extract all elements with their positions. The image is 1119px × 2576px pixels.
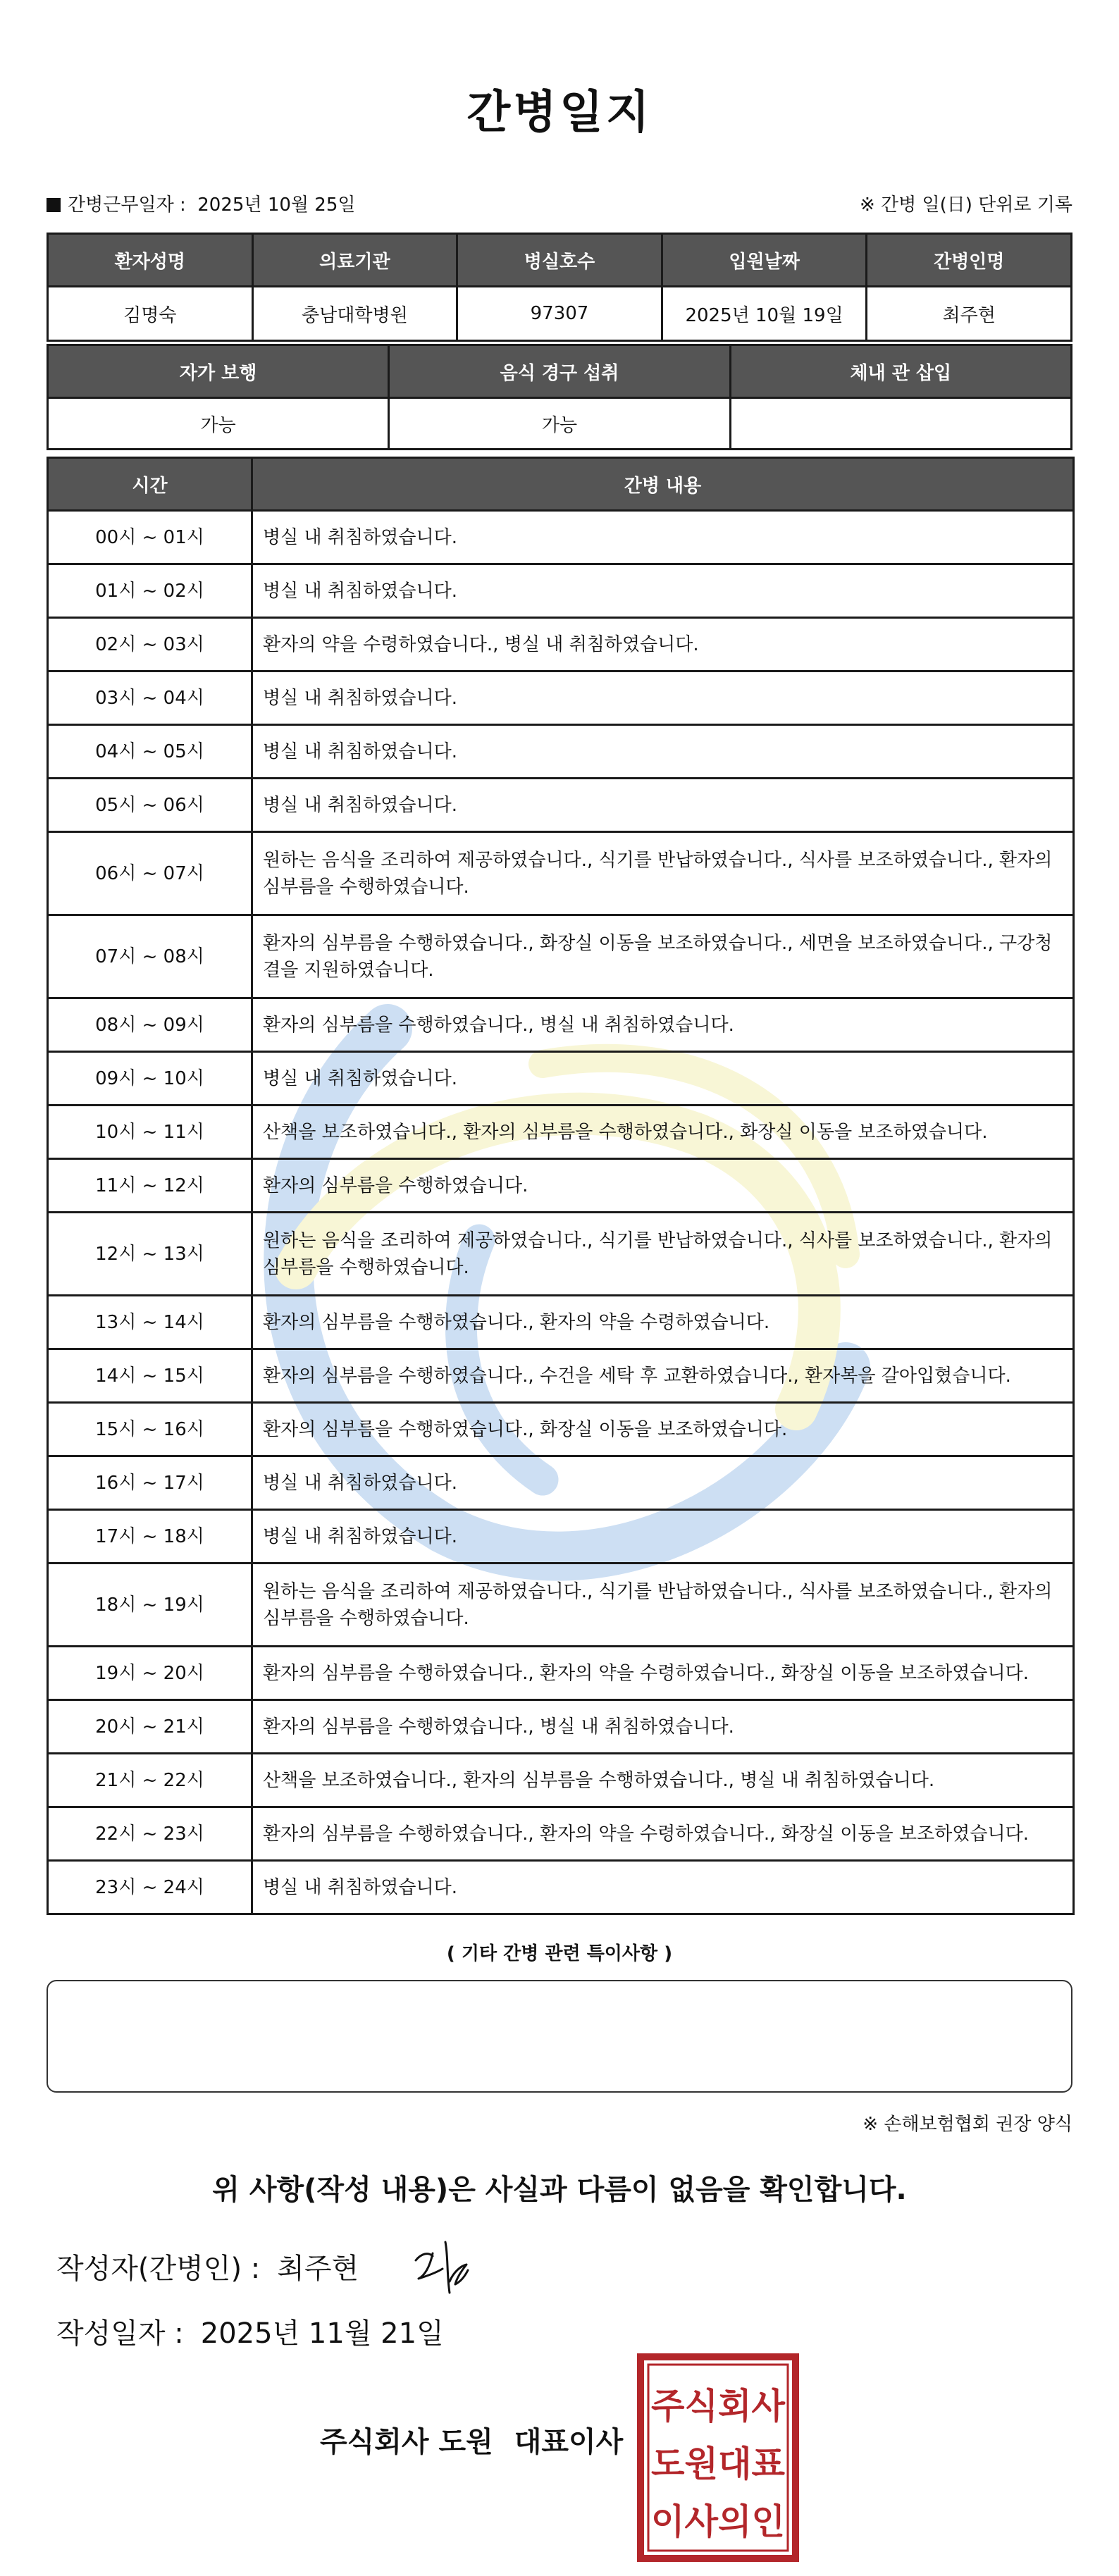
log-content: 환자의 심부름을 수행하였습니다., 환자의 약을 수령하였습니다., 화장실 이동을 보조하였습니다. xyxy=(252,1647,1074,1700)
log-content: 병실 내 취침하였습니다. xyxy=(252,779,1074,832)
log-time: 14시 ~ 15시 xyxy=(48,1349,252,1403)
representative-title: 대표이사 xyxy=(514,2426,624,2458)
log-content: 환자의 심부름을 수행하였습니다., 수건을 세탁 후 교환하였습니다., 환자복을 갈아입혔습니다. xyxy=(252,1349,1074,1403)
log-time: 07시 ~ 08시 xyxy=(48,915,252,998)
log-content: 산책을 보조하였습니다., 환자의 심부름을 수행하였습니다., 화장실 이동을 보조하였습니다. xyxy=(252,1106,1074,1159)
patient-info-table xyxy=(47,233,1072,342)
patient-ability-table xyxy=(47,344,1072,450)
log-content: 환자의 심부름을 수행하였습니다., 화장실 이동을 보조하였습니다., 세면을 보조하였습니다., 구강청결을 지원하였습니다. xyxy=(252,915,1074,998)
log-time: 17시 ~ 18시 xyxy=(48,1510,252,1563)
log-content: 병실 내 취침하였습니다. xyxy=(252,511,1074,564)
log-time: 02시 ~ 03시 xyxy=(48,618,252,671)
company-name: 주식회사 도원 xyxy=(320,2426,493,2458)
work-date-label: 간병근무일자 : xyxy=(68,194,186,216)
log-time: 23시 ~ 24시 xyxy=(48,1861,252,1914)
seal-line-3: 이사의인 xyxy=(651,2501,785,2542)
header-time: 시간 xyxy=(48,458,252,511)
remarks-title: ( 기타 간병 관련 특이사항 ) xyxy=(446,1943,673,1964)
log-time: 01시 ~ 02시 xyxy=(48,564,252,618)
company-seal xyxy=(637,2353,799,2562)
log-content: 환자의 심부름을 수행하였습니다., 병실 내 취침하였습니다. xyxy=(252,1700,1074,1754)
seal-line-1: 주식회사 xyxy=(651,2386,786,2427)
log-content: 환자의 심부름을 수행하였습니다., 환자의 약을 수령하였습니다. xyxy=(252,1296,1074,1349)
work-date-value: 2025년 10월 25일 xyxy=(197,194,356,216)
header-patient-name: 환자성명 xyxy=(48,234,253,287)
write-date-value: 2025년 11월 21일 xyxy=(200,2317,444,2350)
black-square-icon xyxy=(47,198,61,212)
log-content: 병실 내 취침하였습니다. xyxy=(252,1052,1074,1106)
header-hospital: 의료기관 xyxy=(252,234,457,287)
log-content: 병실 내 취침하였습니다. xyxy=(252,1861,1074,1914)
log-content: 병실 내 취침하였습니다. xyxy=(252,564,1074,618)
log-time: 08시 ~ 09시 xyxy=(48,998,252,1052)
log-content: 환자의 심부름을 수행하였습니다., 환자의 약을 수령하였습니다., 화장실 이동을 보조하였습니다. xyxy=(252,1807,1074,1861)
log-content: 원하는 음식을 조리하여 제공하였습니다., 식기를 반납하였습니다., 식사를 보조하였습니다., 환자의 심부름을 수행하였습니다. xyxy=(252,1563,1074,1647)
header-caregiver-name: 간병인명 xyxy=(867,234,1072,287)
log-time: 18시 ~ 19시 xyxy=(48,1563,252,1647)
self-walking-value: 가능 xyxy=(48,398,389,450)
log-content: 원하는 음식을 조리하여 제공하였습니다., 식기를 반납하였습니다., 식사를 보조하였습니다., 환자의 심부름을 수행하였습니다. xyxy=(252,1213,1074,1296)
log-content: 환자의 심부름을 수행하였습니다., 병실 내 취침하였습니다. xyxy=(252,998,1074,1052)
author-name: 최주현 xyxy=(277,2253,359,2285)
caregiver-name: 최주현 xyxy=(867,287,1072,341)
log-content: 환자의 약을 수령하였습니다., 병실 내 취침하였습니다. xyxy=(252,618,1074,671)
log-time: 05시 ~ 06시 xyxy=(48,779,252,832)
form-note: ※ 손해보험협회 권장 양식 xyxy=(863,2114,1072,2135)
tube-insertion-value xyxy=(730,398,1071,450)
log-time: 21시 ~ 22시 xyxy=(48,1754,252,1807)
care-log-table xyxy=(47,457,1075,1915)
log-time: 13시 ~ 14시 xyxy=(48,1296,252,1349)
patient-name: 김명숙 xyxy=(48,287,253,341)
header-tube-insertion: 체내 관 삽입 xyxy=(730,345,1071,398)
log-time: 19시 ~ 20시 xyxy=(48,1647,252,1700)
header-admission-date: 입원날짜 xyxy=(662,234,867,287)
remarks-box xyxy=(47,1980,1072,2093)
log-content: 원하는 음식을 조리하여 제공하였습니다., 식기를 반납하였습니다., 식사를 보조하였습니다., 환자의 심부름을 수행하였습니다. xyxy=(252,832,1074,915)
log-time: 03시 ~ 04시 xyxy=(48,671,252,725)
signature xyxy=(412,2232,475,2300)
log-content: 병실 내 취침하였습니다. xyxy=(252,1510,1074,1563)
log-content: 병실 내 취침하였습니다. xyxy=(252,1456,1074,1510)
admission-date: 2025년 10월 19일 xyxy=(662,287,867,341)
record-note: ※ 간병 일(日) 단위로 기록 xyxy=(859,194,1072,216)
confirmation-statement: 위 사항(작성 내용)은 사실과 다름이 없음을 확인합니다. xyxy=(212,2174,907,2206)
company-line xyxy=(320,2420,623,2460)
work-date xyxy=(47,190,355,216)
log-content: 병실 내 취침하였습니다. xyxy=(252,725,1074,779)
log-time: 15시 ~ 16시 xyxy=(48,1403,252,1456)
log-time: 06시 ~ 07시 xyxy=(48,832,252,915)
log-time: 04시 ~ 05시 xyxy=(48,725,252,779)
room-number: 97307 xyxy=(457,287,662,341)
log-content: 병실 내 취침하였습니다. xyxy=(252,671,1074,725)
header-self-walking: 자가 보행 xyxy=(48,345,389,398)
log-time: 10시 ~ 11시 xyxy=(48,1106,252,1159)
seal-line-2: 도원대표 xyxy=(651,2444,786,2484)
header-oral-intake: 음식 경구 섭취 xyxy=(389,345,730,398)
page-title: 간병일지 xyxy=(466,87,653,139)
log-time: 12시 ~ 13시 xyxy=(48,1213,252,1296)
hospital: 충남대학병원 xyxy=(252,287,457,341)
log-time: 11시 ~ 12시 xyxy=(48,1159,252,1213)
meta-row xyxy=(47,190,1072,221)
log-time: 09시 ~ 10시 xyxy=(48,1052,252,1106)
header-care-content: 간병 내용 xyxy=(252,458,1074,511)
log-time: 22시 ~ 23시 xyxy=(48,1807,252,1861)
oral-intake-value: 가능 xyxy=(389,398,730,450)
author-line xyxy=(56,2246,359,2286)
header-room-number: 병실호수 xyxy=(457,234,662,287)
log-time: 20시 ~ 21시 xyxy=(48,1700,252,1754)
write-date-line xyxy=(56,2311,444,2351)
log-time: 00시 ~ 01시 xyxy=(48,511,252,564)
author-label: 작성자(간병인) : xyxy=(56,2253,261,2285)
log-time: 16시 ~ 17시 xyxy=(48,1456,252,1510)
write-date-label: 작성일자 : xyxy=(56,2317,184,2350)
log-content: 산책을 보조하였습니다., 환자의 심부름을 수행하였습니다., 병실 내 취침하였습니다. xyxy=(252,1754,1074,1807)
log-content: 환자의 심부름을 수행하였습니다., 화장실 이동을 보조하였습니다. xyxy=(252,1403,1074,1456)
log-content: 환자의 심부름을 수행하였습니다. xyxy=(252,1159,1074,1213)
